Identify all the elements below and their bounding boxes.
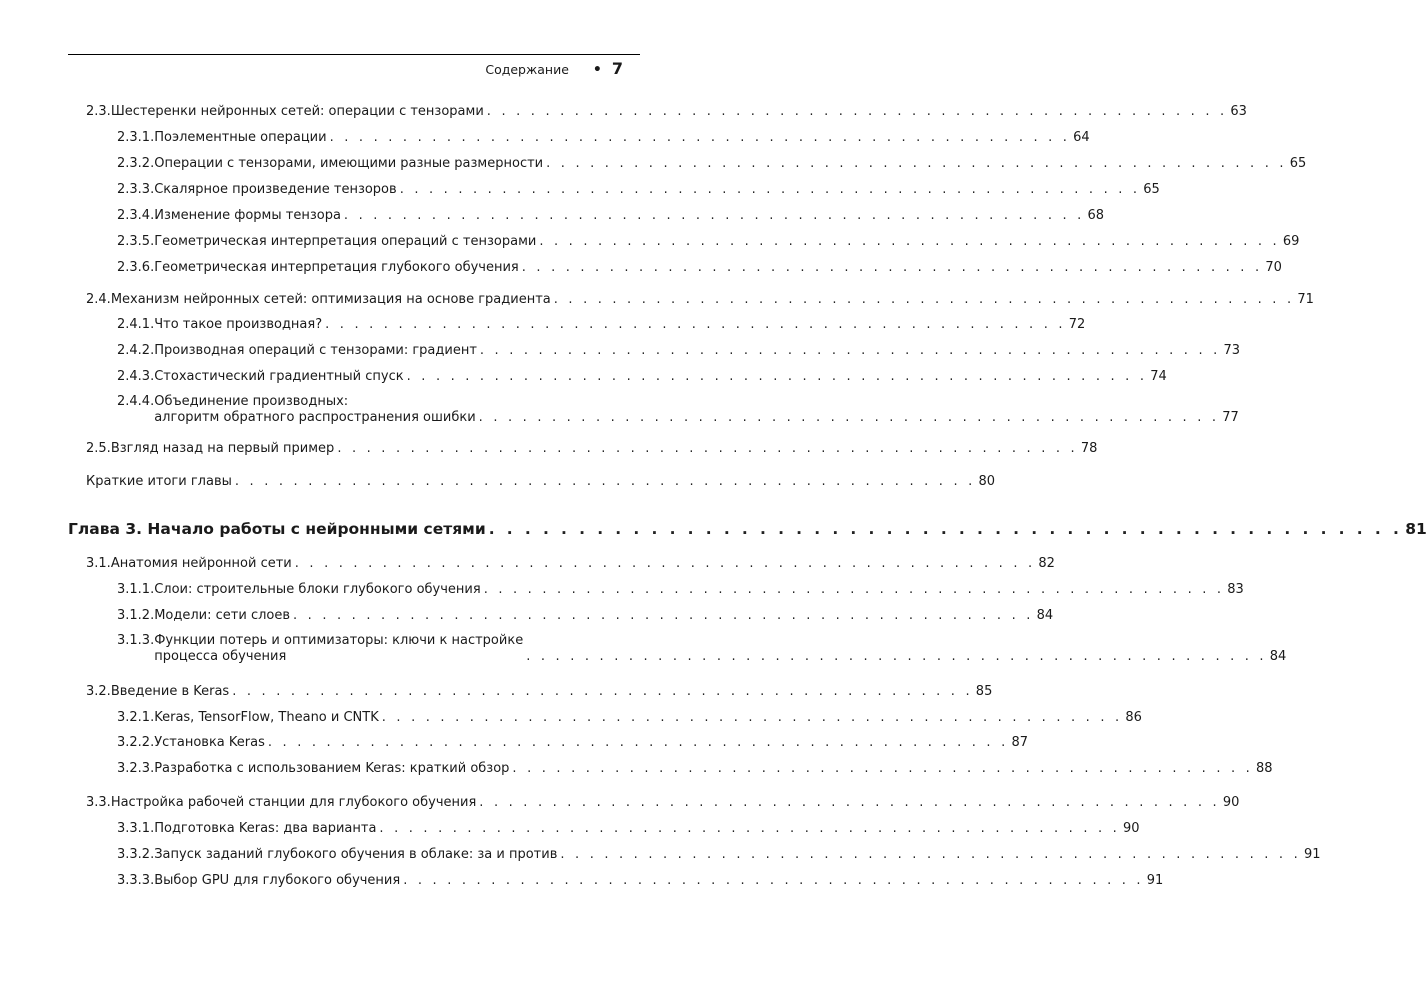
toc-entry[interactable] [86,684,993,700]
toc-page: 86 [1125,710,1142,725]
toc-number: 2.5. [86,441,111,456]
toc-entry[interactable] [117,608,1054,624]
toc-page: 72 [1068,317,1086,332]
leader-dots: . . . . . . . . . . . . . . . . . . . . . . . . . . . . . . . . . . . . . . . . . . . . . . . . . . . [479,343,1221,358]
toc-title [154,394,475,426]
toc-title: Разработка с использованием Keras: краткий обзор [154,761,510,776]
toc-page: 91 [1146,873,1164,888]
leader-dots: . . . . . . . . . . . . . . . . . . . . . . . . . . . . . . . . . . . . . . . . . . . . . . . . . . . [553,292,1295,307]
toc-title: Что такое производная? [154,317,323,332]
toc-page: 63 [1230,104,1247,119]
toc-page: 65 [1289,156,1307,171]
toc-number: 2.3.2. [117,156,155,171]
toc-entry[interactable] [86,104,1247,120]
leader-dots: . . . . . . . . . . . . . . . . . . . . . . . . . . . . . . . . . . . . . . . . . . . . . . . . . . . [234,474,976,489]
toc-title: Настройка рабочей станции для глубокого обучения [110,795,477,810]
leader-dots: . . . . . . . . . . . . . . . . . . . . . . . . . . . . . . . . . . . . . . . . . . . . . . . . . . . [329,130,1071,145]
leader-dots: . . . . . . . . . . . . . . . . . . . . . . . . . . . . . . . . . . . . . . . . . . . . . . . . . . . [381,710,1123,725]
toc-number: 3.1.3. [117,633,155,648]
toc-title: Установка Keras [154,735,265,750]
toc-page: 74 [1150,369,1167,384]
toc-entry[interactable] [117,821,1140,837]
toc-number: 2.4.3. [117,369,155,384]
leader-dots: . . . . . . . . . . . . . . . . . . . . . . . . . . . . . . . . . . . . . . . . . . . . . . . . . . . [399,182,1141,197]
toc-number: 3.2.1. [117,710,155,725]
leader-dots: . . . . . . . . . . . . . . . . . . . . . . . . . . . . . . . . . . . . . . . . . . . . . . . . . . . [483,582,1225,597]
toc-title-line1: Объединение производных: [154,394,349,409]
toc-title: Краткие итоги главы [86,474,232,489]
toc-entry[interactable] [117,130,1090,146]
toc-entry[interactable] [86,474,995,490]
toc-entry[interactable] [117,761,1273,777]
toc-number: 2.4.1. [117,317,155,332]
toc-page: 91 [1303,847,1321,862]
toc-title: Глава 3. Начало работы с нейронными сетями [68,520,486,538]
toc-entry[interactable] [117,343,1241,359]
toc-title: Подготовка Keras: два варианта [154,821,377,836]
toc-page: 71 [1297,292,1314,307]
toc-entry[interactable] [117,633,1287,665]
toc-entry[interactable] [117,234,1300,250]
toc-page: 84 [1036,608,1054,623]
toc-title: Взгляд назад на первый пример [110,441,335,456]
toc-page: 90 [1222,795,1240,810]
toc-number: 3.3.1. [117,821,155,836]
toc-number: 2.3.6. [117,260,155,275]
toc-number: 2.3. [86,104,111,119]
toc-entry[interactable] [117,208,1105,224]
header-rule [68,54,640,55]
toc-title: Операции с тензорами, имеющими разные размерности [154,156,544,171]
leader-dots: . . . . . . . . . . . . . . . . . . . . . . . . . . . . . . . . . . . . . . . . . . . . . . . . . . . [488,520,1403,538]
toc-entry[interactable] [117,847,1321,863]
toc-entry[interactable] [117,317,1086,333]
leader-dots: . . . . . . . . . . . . . . . . . . . . . . . . . . . . . . . . . . . . . . . . . . . . . . . . . . . [486,104,1228,119]
leader-dots: . . . . . . . . . . . . . . . . . . . . . . . . . . . . . . . . . . . . . . . . . . . . . . . . . . . [479,795,1220,810]
toc-entry[interactable] [86,292,1314,308]
leader-dots: . . . . . . . . . . . . . . . . . . . . . . . . . . . . . . . . . . . . . . . . . . . . . . . . . . . [539,234,1280,249]
toc-page: 81 [1405,520,1427,538]
toc-page: 77 [1222,410,1239,425]
leader-dots: . . . . . . . . . . . . . . . . . . . . . . . . . . . . . . . . . . . . . . . . . . . . . . . . . . . [337,441,1078,456]
toc-entry[interactable] [117,710,1142,726]
toc-entry[interactable] [117,735,1028,751]
leader-dots: . . . . . . . . . . . . . . . . . . . . . . . . . . . . . . . . . . . . . . . . . . . . . . . . . . . [293,608,1034,623]
leader-dots: . . . . . . . . . . . . . . . . . . . . . . . . . . . . . . . . . . . . . . . . . . . . . . . . . . . [325,317,1066,332]
toc-title: Геометрическая интерпретация операций с тензорами [154,234,537,249]
toc-entry[interactable] [117,582,1244,598]
toc-number: 2.4.2. [117,343,155,358]
toc-entry[interactable] [86,441,1098,457]
toc-page: 65 [1143,182,1160,197]
toc-chapter-heading[interactable] [68,520,1427,538]
toc-number: 2.4.4. [117,394,155,409]
toc-page: 80 [978,474,995,489]
toc-entry[interactable] [117,394,1239,426]
leader-dots: . . . . . . . . . . . . . . . . . . . . . . . . . . . . . . . . . . . . . . . . . . . . . . . . . . . [294,556,1036,571]
leader-dots: . . . . . . . . . . . . . . . . . . . . . . . . . . . . . . . . . . . . . . . . . . . . . . . . . . . [406,369,1148,384]
toc-title: Геометрическая интерпретация глубокого обучения [154,260,519,275]
toc-page: 64 [1073,130,1090,145]
toc-number: 3.2.3. [117,761,155,776]
toc-entry[interactable] [117,156,1307,172]
toc-page: 82 [1038,556,1055,571]
toc-entry[interactable] [117,369,1167,385]
toc-number: 3.3.2. [117,847,155,862]
page-number: 7 [611,59,623,78]
toc-title: Поэлементные операции [154,130,327,145]
running-title: Содержание [485,62,569,77]
toc-title: Выбор GPU для глубокого обучения [154,873,401,888]
leader-dots: . . . . . . . . . . . . . . . . . . . . . . . . . . . . . . . . . . . . . . . . . . . . . . . . . . . [232,684,973,699]
toc-number: 3.2. [86,684,111,699]
leader-dots: . . . . . . . . . . . . . . . . . . . . . . . . . . . . . . . . . . . . . . . . . . . . . . . . . . . [343,208,1085,223]
leader-dots: . . . . . . . . . . . . . . . . . . . . . . . . . . . . . . . . . . . . . . . . . . . . . . . . . . . [403,873,1144,888]
toc-number: 3.2.2. [117,735,155,750]
bullet: • [592,62,602,78]
toc-title-line1: Функции потерь и оптимизаторы: ключи к настройке [154,633,524,648]
toc-title: Слои: строительные блоки глубокого обучения [154,582,481,597]
toc-title: Введение в Keras [110,684,230,699]
toc-number: 3.1.2. [117,608,155,623]
leader-dots: . . . . . . . . . . . . . . . . . . . . . . . . . . . . . . . . . . . . . . . . . . . . . . . . . . . [521,260,1263,275]
toc-page: 90 [1123,821,1140,836]
toc-entry[interactable] [117,182,1160,198]
toc-page: 83 [1227,582,1244,597]
toc-page: 73 [1223,343,1241,358]
toc-page: 68 [1087,208,1105,223]
leader-dots: . . . . . . . . . . . . . . . . . . . . . . . . . . . . . . . . . . . . . . . . . . . . . . . . . . . [526,649,1267,664]
toc-page: 78 [1080,441,1098,456]
toc-entry[interactable] [117,260,1282,276]
toc-page: 69 [1282,234,1300,249]
toc-entry[interactable] [86,795,1240,811]
leader-dots: . . . . . . . . . . . . . . . . . . . . . . . . . . . . . . . . . . . . . . . . . . . . . . . . . . . [267,735,1009,750]
toc-page: 88 [1256,761,1273,776]
toc-title: Модели: сети слоев [154,608,291,623]
toc-number: 2.3.1. [117,130,155,145]
toc-title: Скалярное произведение тензоров [154,182,397,197]
toc-title-line2: процесса обучения [154,649,287,664]
toc-number: 2.4. [86,292,111,307]
toc-page: 70 [1265,260,1282,275]
toc-title: Механизм нейронных сетей: оптимизация на основе градиента [110,292,551,307]
toc-number: 2.3.4. [117,208,155,223]
toc-number: 3.3. [86,795,111,810]
toc-title: Keras, TensorFlow, Theano и CNTK [154,710,379,725]
toc-number: 2.3.3. [117,182,155,197]
toc-title: Анатомия нейронной сети [110,556,292,571]
toc-number: 3.3.3. [117,873,155,888]
toc-title: Шестеренки нейронных сетей: операции с тензорами [110,104,484,119]
toc-title [154,633,523,665]
running-head [485,59,623,78]
leader-dots: . . . . . . . . . . . . . . . . . . . . . . . . . . . . . . . . . . . . . . . . . . . . . . . . . . . [560,847,1301,862]
toc-number: 2.3.5. [117,234,155,249]
toc-page: 85 [975,684,993,699]
toc-number: 3.1.1. [117,582,155,597]
toc-number: 3.1. [86,556,111,571]
leader-dots: . . . . . . . . . . . . . . . . . . . . . . . . . . . . . . . . . . . . . . . . . . . . . . . . . . . [546,156,1287,171]
toc-title: Изменение формы тензора [154,208,341,223]
toc-entry[interactable] [117,873,1164,889]
toc-title: Запуск заданий глубокого обучения в облаке: за и против [154,847,558,862]
toc-entry[interactable] [86,556,1055,572]
toc-title: Производная операций с тензорами: градиент [154,343,477,358]
toc-page: 84 [1269,649,1287,664]
leader-dots: . . . . . . . . . . . . . . . . . . . . . . . . . . . . . . . . . . . . . . . . . . . . . . . . . . . [478,410,1220,425]
toc-title-line2: алгоритм обратного распространения ошибки [154,410,476,425]
leader-dots: . . . . . . . . . . . . . . . . . . . . . . . . . . . . . . . . . . . . . . . . . . . . . . . . . . . [379,821,1120,836]
toc-title: Стохастический градиентный спуск [154,369,404,384]
toc-page: 87 [1011,735,1028,750]
leader-dots: . . . . . . . . . . . . . . . . . . . . . . . . . . . . . . . . . . . . . . . . . . . . . . . . . . . [512,761,1253,776]
